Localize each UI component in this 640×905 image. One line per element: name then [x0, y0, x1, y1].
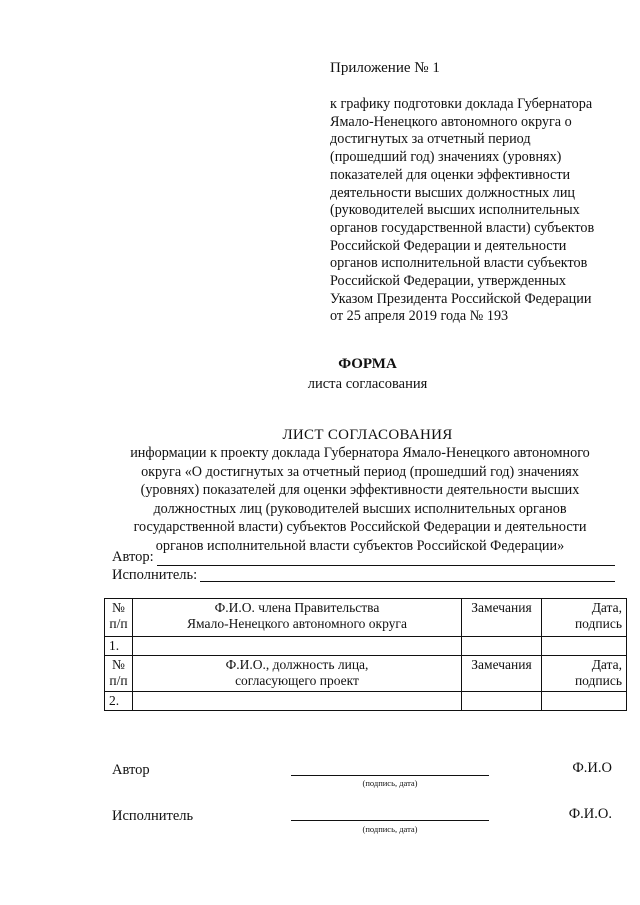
sheet-line: округа «О достигнутых за отчетный период (прошедший год) значениях [141, 463, 579, 480]
header-number: № п/п [105, 656, 133, 692]
table-header-row [105, 599, 627, 637]
header-member-name: Ф.И.О. члена Правительства Ямало-Ненецкого автономного округа [133, 599, 462, 637]
signature-executor-line [291, 820, 489, 821]
row-remarks-cell [462, 692, 542, 711]
sheet-line: органов исполнительной власти субъектов Российской Федерации» [155, 537, 565, 554]
row-name-cell [133, 692, 462, 711]
signature-author-line [291, 775, 489, 776]
author-fill-line [157, 565, 615, 566]
annex-line: органов государственной власти) субъектов [330, 219, 595, 236]
sheet-line: (уровнях) показателей для оценки эффективности деятельности высших [140, 482, 580, 498]
row-number: 1. [105, 637, 133, 656]
sheet-title: ЛИСТ СОГЛАСОВАНИЯ [282, 427, 453, 443]
form-title: ФОРМА [338, 356, 397, 372]
table-row [105, 637, 627, 656]
header-approver-name: Ф.И.О., должность лица, согласующего проект [133, 656, 462, 692]
executor-field [112, 567, 197, 584]
author-field [112, 549, 154, 566]
annex-line: деятельности высших должностных лиц [330, 184, 576, 201]
signature-executor-hint: (подпись, дата) [362, 824, 418, 834]
row-remarks-cell [462, 637, 542, 656]
header-remarks: Замечания [462, 599, 542, 637]
executor-fill-line [200, 581, 615, 582]
signature-author-hint: (подпись, дата) [362, 778, 418, 788]
header-date-signature: Дата, подпись [542, 599, 627, 637]
row-number: 2. [105, 692, 133, 711]
sheet-line: информации к проекту доклада Губернатора Ямало-Ненецкого автономного [130, 445, 590, 461]
row-date-cell [542, 637, 627, 656]
row-name-cell [133, 637, 462, 656]
signature-executor-label: Исполнитель [112, 808, 194, 824]
sheet-line: государственной власти) субъектов Российской Федерации и деятельности [133, 519, 587, 535]
annex-title: Приложение № 1 [330, 60, 440, 76]
annex-line: (руководителей высших исполнительных [330, 202, 580, 219]
approval-table [104, 598, 627, 711]
form-subtitle: листа согласования [307, 376, 428, 392]
row-date-cell [542, 692, 627, 711]
header-remarks: Замечания [462, 656, 542, 692]
annex-text [330, 96, 630, 326]
sheet-description [80, 444, 640, 555]
author-label: Автор: [112, 549, 154, 565]
signature-executor-fio: Ф.И.О. [568, 806, 612, 822]
signature-author-fio: Ф.И.О [572, 760, 612, 776]
header-number: № п/п [105, 599, 133, 637]
signature-author-label: Автор [112, 762, 150, 778]
annex-line: от 25 апреля 2019 года № 193 [330, 308, 509, 325]
annex-line: Указом Президента Российской Федерации [330, 290, 592, 307]
annex-line: Ямало-Ненецкого автономного округа о [330, 113, 572, 130]
executor-label: Исполнитель: [112, 567, 198, 583]
annex-line: (прошедший год) значениях (уровнях) [330, 149, 562, 166]
annex-line: показателей для оценки эффективности [330, 166, 571, 183]
header-date-signature: Дата, подпись [542, 656, 627, 692]
annex-line: органов исполнительной власти субъектов [330, 255, 588, 272]
annex-line: достигнутых за отчетный период [330, 131, 531, 148]
table-row [105, 692, 627, 711]
sheet-line: должностных лиц (руководителей высших исполнительных органов [153, 500, 567, 517]
annex-line: Российской Федерации и деятельности [330, 237, 567, 254]
annex-line: к графику подготовки доклада Губернатора [330, 96, 593, 112]
annex-line: Российской Федерации, утвержденных [330, 273, 566, 290]
table-header-row [105, 656, 627, 692]
